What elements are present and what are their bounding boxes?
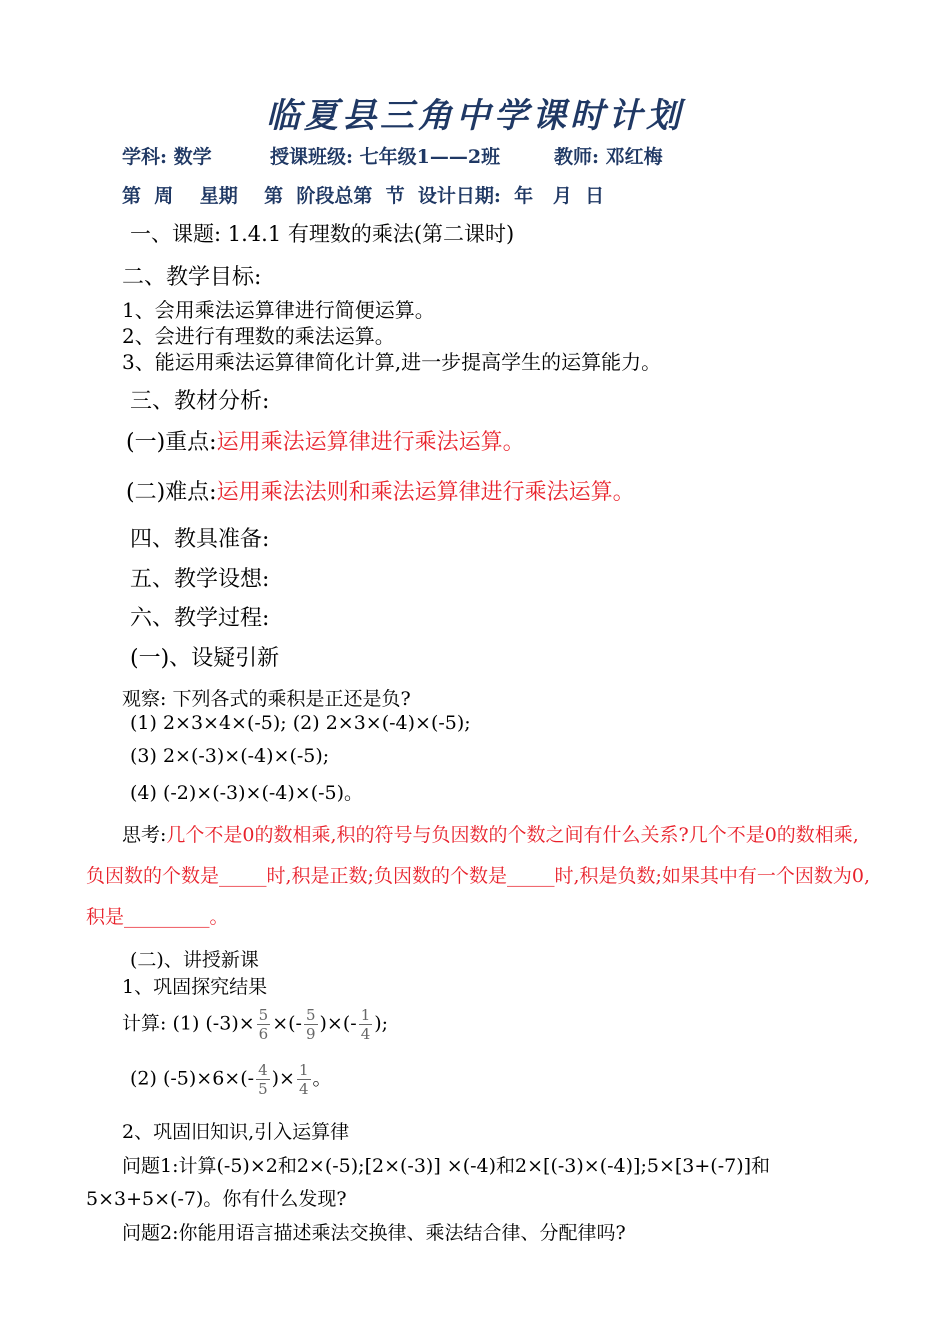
tools-heading: 四、教具准备: — [130, 527, 270, 552]
part2-item-2: 2、巩固旧知识,引入运算律 — [122, 1121, 350, 1143]
calc-line-1 — [122, 1006, 388, 1043]
analysis-heading: 三、教材分析: — [130, 389, 270, 414]
class-field: 授课班级: 七年级1——2班 — [270, 146, 501, 168]
teacher-field: 教师: 邓红梅 — [554, 146, 663, 168]
goal-item-1: 1、会用乘法运算律进行简便运算。 — [122, 298, 435, 322]
think-text-1: 几个不是0的数相乘,积的符号与负因数的个数之间有什么关系?几个不是0的数相乘, — [166, 824, 859, 846]
observe-line-2: (3) 2×(-3)×(-4)×(-5); — [130, 745, 330, 767]
calc2-mid: )× — [271, 1067, 295, 1090]
week-line: 第 周 星期 第 阶段总第 节 设计日期: 年 月 日 — [122, 185, 605, 207]
fraction-5-6: $\frac{5}{6}$ — [258, 1006, 269, 1043]
part1-heading: (一)、设疑引新 — [130, 646, 280, 671]
fraction-1-4-b: $\frac{1}{4}$ — [298, 1061, 309, 1098]
key-label: (一)重点: — [126, 430, 217, 455]
think-line-2: 负因数的个数是_____时,积是正数;负因数的个数是_____时,积是负数;如果其中有一个因数为0, — [86, 865, 871, 887]
think-line-3: 积是_________。 — [86, 906, 229, 928]
calc-label: 计算: (1) (-3)× — [122, 1012, 255, 1035]
fraction-1-4: $\frac{1}{4}$ — [360, 1006, 371, 1043]
calc-op-1: ×(- — [272, 1012, 302, 1035]
goal-item-3: 3、能运用乘法运算律简化计算,进一步提高学生的运算能力。 — [122, 350, 662, 374]
topic-heading: 一、课题: 1.4.1 有理数的乘法(第二课时) — [130, 222, 515, 246]
part2-item-1: 1、巩固探究结果 — [122, 976, 268, 998]
difficulty-text: 运用乘法法则和乘法运算律进行乘法运算。 — [216, 480, 635, 505]
observe-line-1: (1) 2×3×4×(-5); (2) 2×3×(-4)×(-5); — [130, 712, 471, 734]
calc2-start: (2) (-5)×6×(- — [130, 1067, 255, 1090]
subject-field: 学科: 数学 — [122, 146, 212, 168]
key-text: 运用乘法运算律进行乘法运算。 — [216, 430, 525, 455]
observe-intro: 观察: 下列各式的乘积是正还是负? — [122, 688, 411, 710]
goals-heading: 二、教学目标: — [122, 265, 262, 290]
part2-heading: (二)、讲授新课 — [130, 949, 259, 971]
difficulty-label: (二)难点: — [126, 480, 217, 505]
think-line-1 — [122, 814, 859, 856]
key-point — [126, 425, 525, 456]
fraction-5-9: $\frac{5}{9}$ — [305, 1006, 316, 1043]
fraction-4-5: $\frac{4}{5}$ — [258, 1061, 268, 1098]
observe-line-3: (4) (-2)×(-3)×(-4)×(-5)。 — [130, 782, 364, 804]
calc-end: ); — [374, 1012, 389, 1035]
question-1-line-1: 问题1:计算(-5)×2和2×(-5);[2×(-3)] ×(-4)和2×[(-3)×(-4)];5×[3+(-7)]和 — [122, 1155, 771, 1177]
calc-op-2: )×(- — [319, 1012, 357, 1035]
calc2-end: 。 — [312, 1067, 332, 1090]
think-label: 思考: — [122, 824, 167, 846]
calc-line-2 — [130, 1061, 332, 1098]
page-title: 临夏县三角中学课时计划 — [266, 96, 684, 136]
difficulty-point — [126, 475, 635, 506]
design-heading: 五、教学设想: — [130, 567, 270, 592]
goal-item-2: 2、会进行有理数的乘法运算。 — [122, 324, 395, 348]
question-2: 问题2:你能用语言描述乘法交换律、乘法结合律、分配律吗? — [122, 1222, 626, 1244]
process-heading: 六、教学过程: — [130, 606, 270, 631]
question-1-line-2: 5×3+5×(-7)。你有什么发现? — [86, 1188, 347, 1210]
